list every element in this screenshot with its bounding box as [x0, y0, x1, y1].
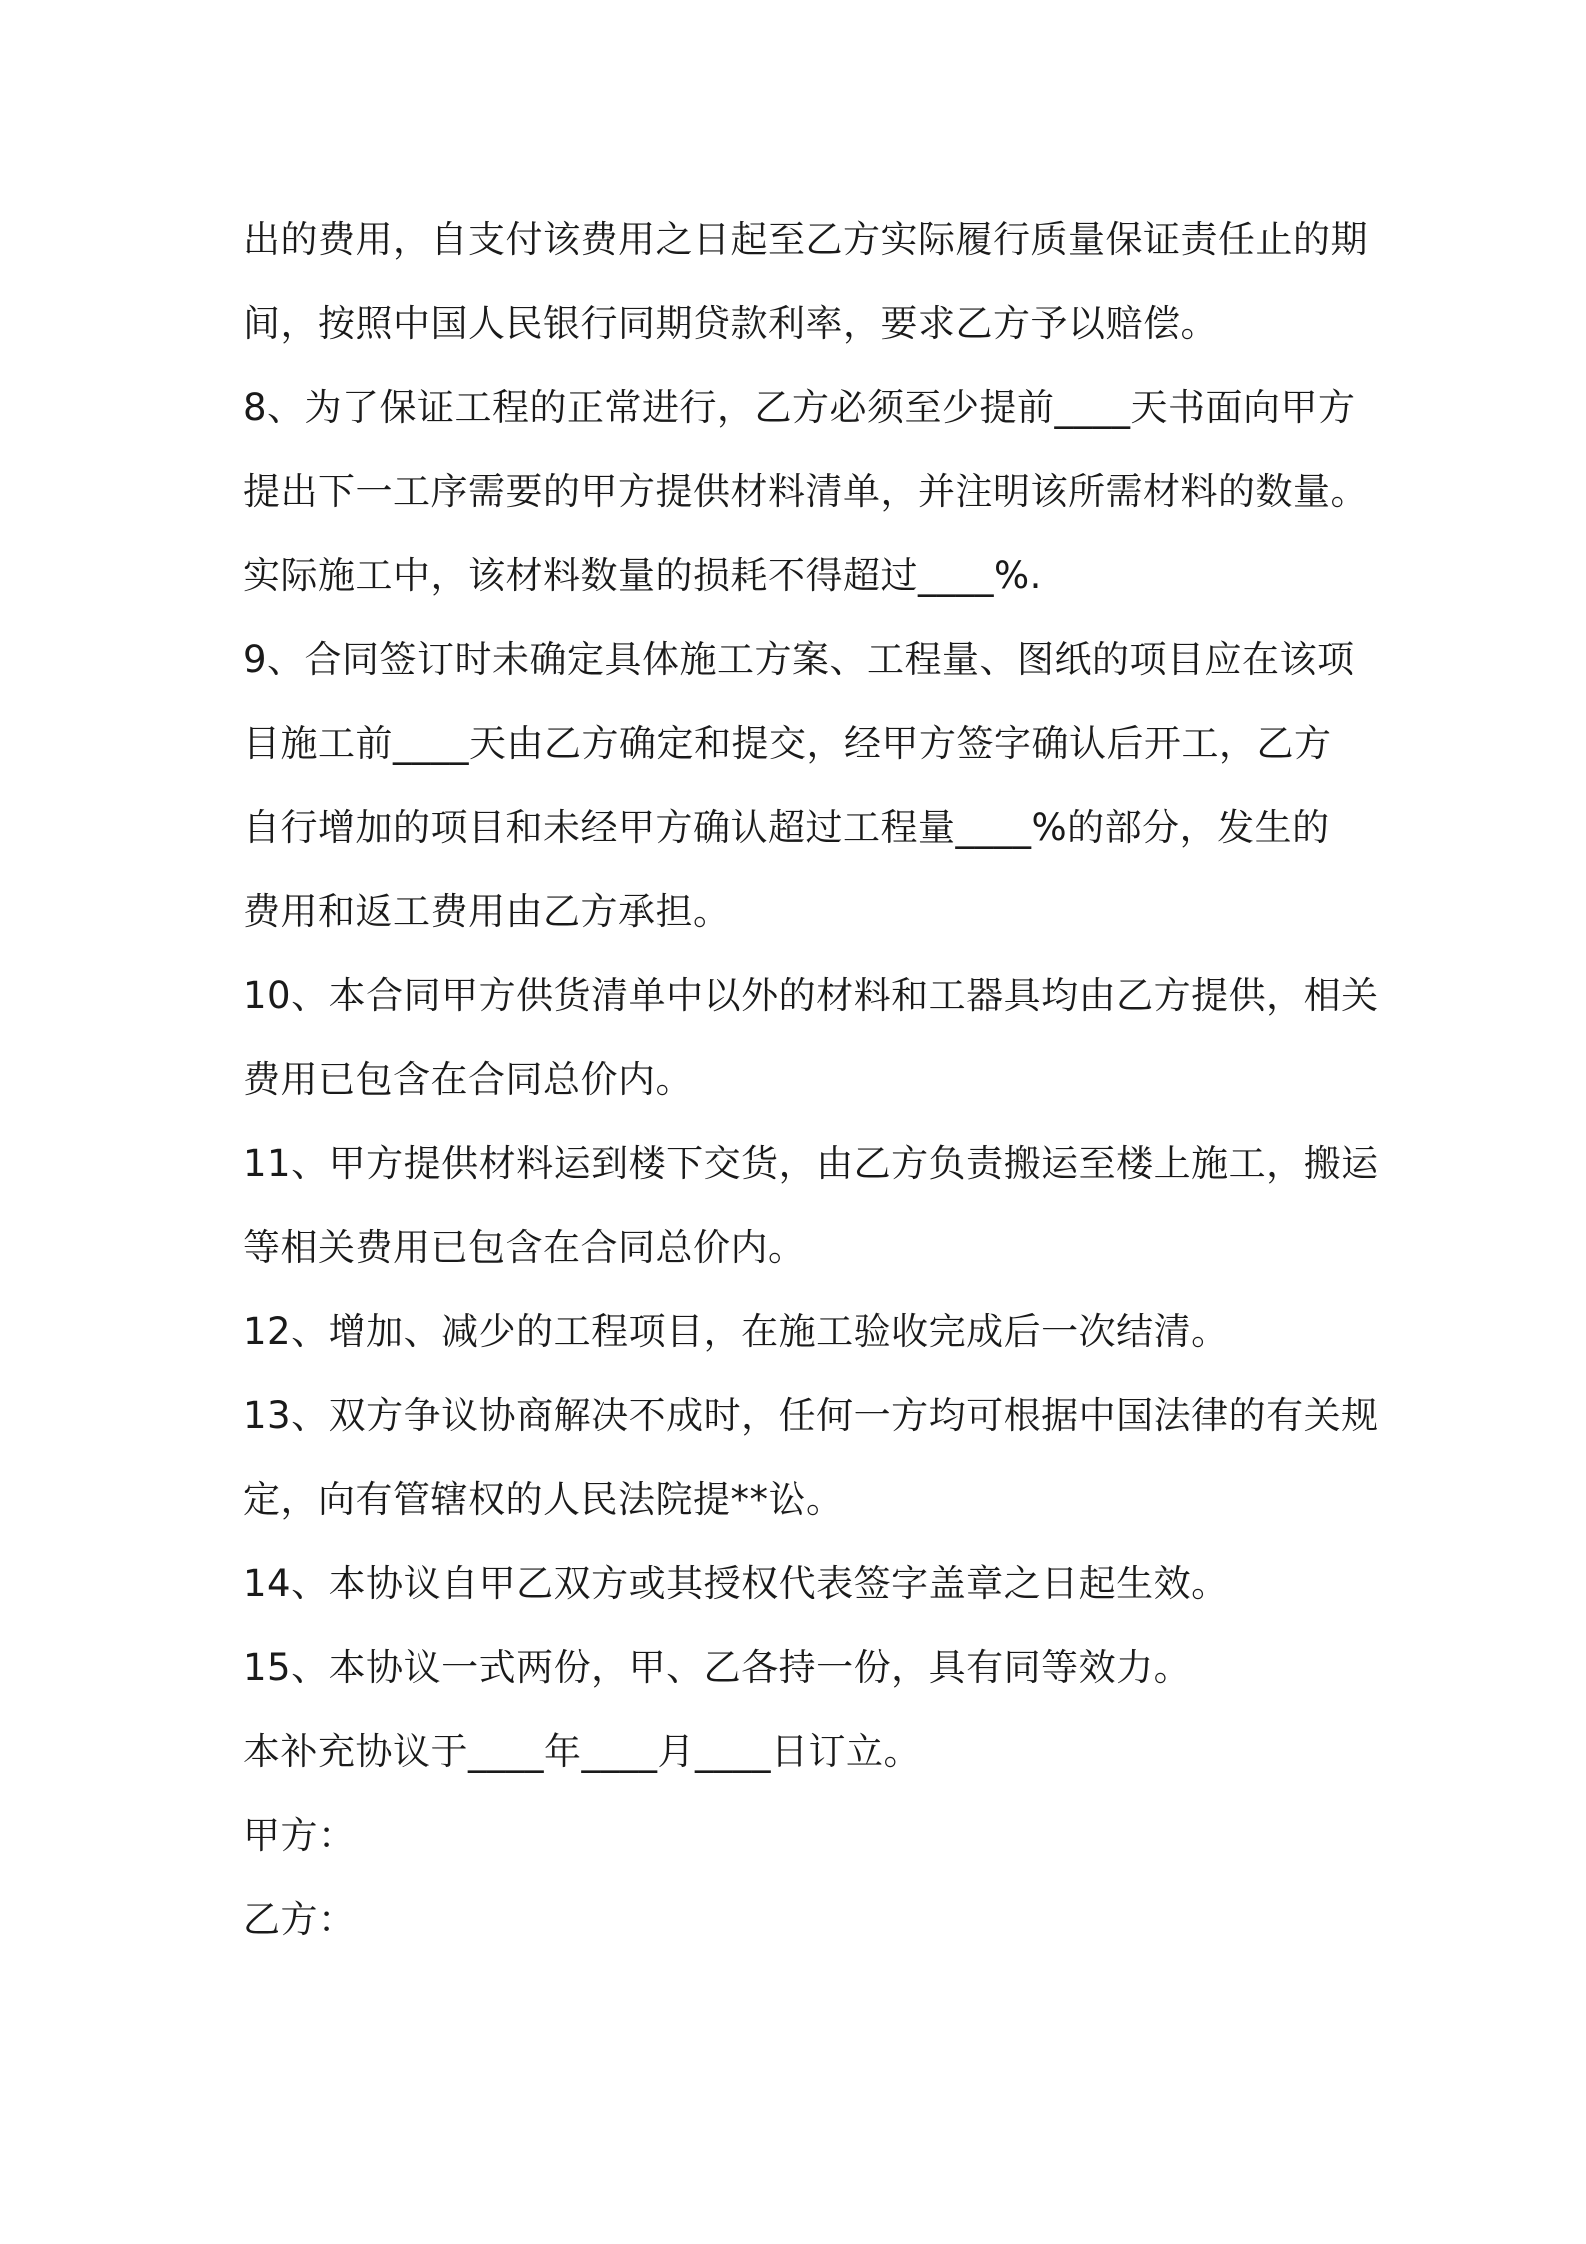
clause-13: 13、双方争议协商解决不成时，任何一方均可根据中国法律的有关规 [243, 1394, 1379, 1437]
text-line: 目施工前____天由乙方确定和提交，经甲方签字确认后开工，乙方 [243, 722, 1332, 765]
text-line: 提出下一工序需要的甲方提供材料清单，并注明该所需材料的数量。 [243, 470, 1368, 513]
text-line: 出的费用，自支付该费用之日起至乙方实际履行质量保证责任止的期 [243, 218, 1368, 261]
party-a-signature-line: 甲方： [243, 1814, 356, 1857]
clause-10: 10、本合同甲方供货清单中以外的材料和工器具均由乙方提供，相关 [243, 974, 1379, 1017]
clause-14: 14、本协议自甲乙双方或其授权代表签字盖章之日起生效。 [243, 1562, 1229, 1605]
signing-date-line: 本补充协议于____年____月____日订立。 [243, 1730, 921, 1773]
text-line: 费用已包含在合同总价内。 [243, 1058, 693, 1101]
clause-8: 8、为了保证工程的正常进行，乙方必须至少提前____天书面向甲方 [243, 386, 1356, 429]
document-body [243, 198, 1379, 1962]
text-line: 等相关费用已包含在合同总价内。 [243, 1226, 806, 1269]
clause-15: 15、本协议一式两份，甲、乙各持一份，具有同等效力。 [243, 1646, 1192, 1689]
clause-11: 11、甲方提供材料运到楼下交货，由乙方负责搬运至楼上施工，搬运 [243, 1142, 1379, 1185]
text-line: 间，按照中国人民银行同期贷款利率，要求乙方予以赔偿。 [243, 302, 1218, 345]
clause-12: 12、增加、减少的工程项目，在施工验收完成后一次结清。 [243, 1310, 1229, 1353]
text-line: 定，向有管辖权的人民法院提**讼。 [243, 1478, 844, 1521]
text-line: 实际施工中，该材料数量的损耗不得超过____%. [243, 554, 1042, 597]
clause-9: 9、合同签订时未确定具体施工方案、工程量、图纸的项目应在该项 [243, 638, 1355, 681]
text-line: 费用和返工费用由乙方承担。 [243, 890, 731, 933]
text-line: 自行增加的项目和未经甲方确认超过工程量____%的部分，发生的 [243, 806, 1330, 849]
party-b-signature-line: 乙方： [243, 1898, 356, 1941]
